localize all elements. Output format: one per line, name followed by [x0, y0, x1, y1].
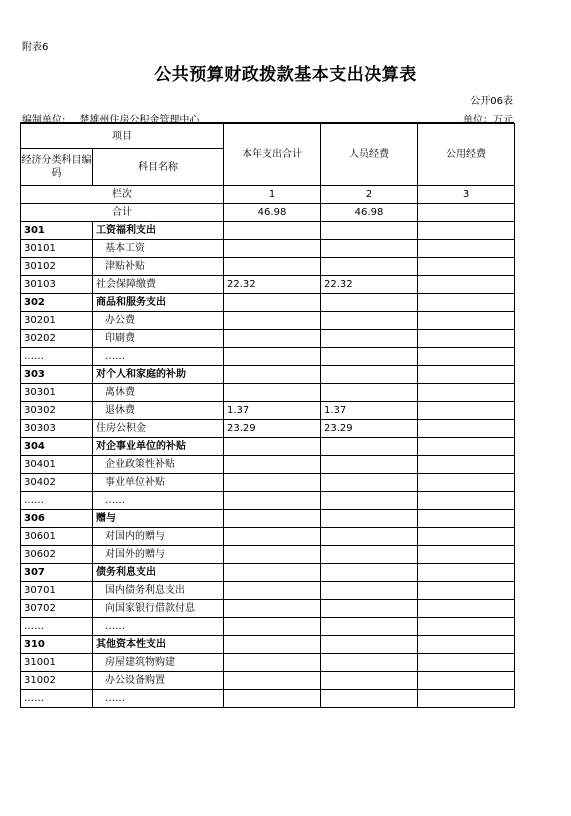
row-name: 离休费	[93, 384, 224, 402]
row-total	[224, 600, 321, 618]
sum-personnel: 46.98	[321, 204, 418, 222]
sum-row	[21, 204, 515, 222]
row-total	[224, 636, 321, 654]
row-total	[224, 222, 321, 240]
table-row	[21, 582, 515, 600]
row-name: 印刷费	[93, 330, 224, 348]
row-public	[418, 330, 515, 348]
table-row	[21, 528, 515, 546]
row-personnel	[321, 564, 418, 582]
table-row	[21, 672, 515, 690]
row-personnel	[321, 240, 418, 258]
row-total	[224, 366, 321, 384]
row-personnel	[321, 474, 418, 492]
row-total	[224, 672, 321, 690]
row-code: 30102	[21, 258, 93, 276]
row-code: 30702	[21, 600, 93, 618]
row-total	[224, 690, 321, 708]
row-public	[418, 456, 515, 474]
row-total	[224, 438, 321, 456]
row-total	[224, 456, 321, 474]
table-row	[21, 222, 515, 240]
row-total	[224, 384, 321, 402]
row-personnel	[321, 582, 418, 600]
row-code: 307	[21, 564, 93, 582]
page-title: 公共预算财政拨款基本支出决算表	[154, 65, 417, 85]
row-personnel	[321, 636, 418, 654]
row-personnel	[321, 294, 418, 312]
row-public	[418, 366, 515, 384]
row-name: 办公费	[93, 312, 224, 330]
row-name: ……	[93, 348, 224, 366]
row-total	[224, 546, 321, 564]
row-personnel	[321, 654, 418, 672]
table-row	[21, 474, 515, 492]
row-name: 其他资本性支出	[93, 636, 224, 654]
row-total	[224, 240, 321, 258]
column-number-label: 栏次	[21, 186, 224, 204]
table-row	[21, 366, 515, 384]
row-code: 30202	[21, 330, 93, 348]
row-personnel	[321, 546, 418, 564]
row-personnel	[321, 258, 418, 276]
row-code: 31002	[21, 672, 93, 690]
row-total	[224, 348, 321, 366]
row-code: 302	[21, 294, 93, 312]
row-code: 30402	[21, 474, 93, 492]
row-public	[418, 474, 515, 492]
row-code: 30201	[21, 312, 93, 330]
row-name: 住房公积金	[93, 420, 224, 438]
row-total: 23.29	[224, 420, 321, 438]
table-row	[21, 276, 515, 294]
row-public	[418, 618, 515, 636]
row-total	[224, 582, 321, 600]
row-personnel	[321, 312, 418, 330]
row-code: ……	[21, 348, 93, 366]
table-row	[21, 420, 515, 438]
row-public	[418, 240, 515, 258]
row-name: 对国外的赠与	[93, 546, 224, 564]
row-code: 304	[21, 438, 93, 456]
row-code: 30301	[21, 384, 93, 402]
row-name: 工资福利支出	[93, 222, 224, 240]
row-public	[418, 312, 515, 330]
header-total: 本年支出合计	[224, 124, 321, 186]
row-personnel	[321, 348, 418, 366]
org-value: 楚雄州住房公积金管理中心	[79, 115, 200, 126]
row-name: 津贴补贴	[93, 258, 224, 276]
row-personnel: 22.32	[321, 276, 418, 294]
row-name: 退休费	[93, 402, 224, 420]
row-total	[224, 492, 321, 510]
expenditure-table	[20, 123, 515, 708]
table-row	[21, 600, 515, 618]
row-total	[224, 654, 321, 672]
row-name: 对个人和家庭的补助	[93, 366, 224, 384]
header-personnel: 人员经费	[321, 124, 418, 186]
row-total	[224, 564, 321, 582]
row-name: 基本工资	[93, 240, 224, 258]
row-code: 310	[21, 636, 93, 654]
row-personnel	[321, 456, 418, 474]
column-number-row	[21, 186, 515, 204]
row-public	[418, 546, 515, 564]
row-code: 30103	[21, 276, 93, 294]
table-row	[21, 690, 515, 708]
row-public	[418, 294, 515, 312]
row-total: 22.32	[224, 276, 321, 294]
row-code: 30302	[21, 402, 93, 420]
row-name: 商品和服务支出	[93, 294, 224, 312]
row-name: 赠与	[93, 510, 224, 528]
row-code: 30303	[21, 420, 93, 438]
row-name: 事业单位补贴	[93, 474, 224, 492]
row-total	[224, 330, 321, 348]
row-code: 30602	[21, 546, 93, 564]
row-total	[224, 618, 321, 636]
column-number-1: 1	[224, 186, 321, 204]
row-total: 1.37	[224, 402, 321, 420]
table-row	[21, 330, 515, 348]
table-row	[21, 510, 515, 528]
row-code: 303	[21, 366, 93, 384]
row-public	[418, 600, 515, 618]
row-name: 国内债务利息支出	[93, 582, 224, 600]
row-personnel	[321, 528, 418, 546]
row-personnel	[321, 330, 418, 348]
row-public	[418, 636, 515, 654]
table-row	[21, 654, 515, 672]
row-name: ……	[93, 618, 224, 636]
row-total	[224, 510, 321, 528]
column-number-3: 3	[418, 186, 515, 204]
row-name: 对国内的赠与	[93, 528, 224, 546]
row-name: 债务利息支出	[93, 564, 224, 582]
table-row	[21, 258, 515, 276]
sum-total: 46.98	[224, 204, 321, 222]
row-total	[224, 258, 321, 276]
appendix-label: 附表6	[22, 42, 49, 53]
sum-public	[418, 204, 515, 222]
row-public	[418, 402, 515, 420]
row-code: 30601	[21, 528, 93, 546]
table-row	[21, 384, 515, 402]
table-row	[21, 492, 515, 510]
row-personnel	[321, 366, 418, 384]
row-personnel: 23.29	[321, 420, 418, 438]
header-row-1	[21, 124, 515, 149]
row-public	[418, 276, 515, 294]
header-public: 公用经费	[418, 124, 515, 186]
row-name: 向国家银行借款付息	[93, 600, 224, 618]
row-public	[418, 492, 515, 510]
row-name: ……	[93, 690, 224, 708]
row-code: 30101	[21, 240, 93, 258]
row-public	[418, 672, 515, 690]
header-item: 项目	[21, 124, 224, 149]
row-personnel	[321, 510, 418, 528]
table-row	[21, 402, 515, 420]
row-public	[418, 384, 515, 402]
row-personnel	[321, 672, 418, 690]
row-public	[418, 348, 515, 366]
header-name: 科目名称	[93, 149, 224, 186]
row-total	[224, 528, 321, 546]
row-personnel	[321, 438, 418, 456]
row-name: 对企事业单位的补贴	[93, 438, 224, 456]
row-personnel	[321, 600, 418, 618]
row-code: ……	[21, 618, 93, 636]
row-name: 办公设备购置	[93, 672, 224, 690]
org-label: 编制单位:	[22, 115, 66, 126]
row-code: 31001	[21, 654, 93, 672]
table-row	[21, 312, 515, 330]
unit-label: 单位：万元	[463, 115, 513, 126]
column-number-2: 2	[321, 186, 418, 204]
row-personnel	[321, 690, 418, 708]
row-name: 企业政策性补贴	[93, 456, 224, 474]
row-public	[418, 564, 515, 582]
table-row	[21, 294, 515, 312]
row-code: 30401	[21, 456, 93, 474]
table-row	[21, 348, 515, 366]
row-total	[224, 312, 321, 330]
row-code: ……	[21, 492, 93, 510]
row-personnel	[321, 492, 418, 510]
row-public	[418, 510, 515, 528]
row-public	[418, 258, 515, 276]
row-public	[418, 222, 515, 240]
row-public	[418, 690, 515, 708]
row-personnel	[321, 618, 418, 636]
row-public	[418, 528, 515, 546]
row-public	[418, 654, 515, 672]
row-code: ……	[21, 690, 93, 708]
row-name: 房屋建筑物购建	[93, 654, 224, 672]
row-name: 社会保障缴费	[93, 276, 224, 294]
table-row	[21, 618, 515, 636]
form-number: 公开06表	[470, 96, 513, 107]
table-row	[21, 240, 515, 258]
table-row	[21, 564, 515, 582]
row-public	[418, 420, 515, 438]
header-code: 经济分类科目编码	[21, 149, 93, 186]
row-total	[224, 294, 321, 312]
row-public	[418, 582, 515, 600]
row-code: 306	[21, 510, 93, 528]
row-public	[418, 438, 515, 456]
table-row	[21, 636, 515, 654]
row-personnel: 1.37	[321, 402, 418, 420]
row-code: 30701	[21, 582, 93, 600]
table-row	[21, 456, 515, 474]
table-row	[21, 546, 515, 564]
row-personnel	[321, 222, 418, 240]
sum-label: 合计	[21, 204, 224, 222]
row-personnel	[321, 384, 418, 402]
row-total	[224, 474, 321, 492]
table-row	[21, 438, 515, 456]
row-code: 301	[21, 222, 93, 240]
row-name: ……	[93, 492, 224, 510]
